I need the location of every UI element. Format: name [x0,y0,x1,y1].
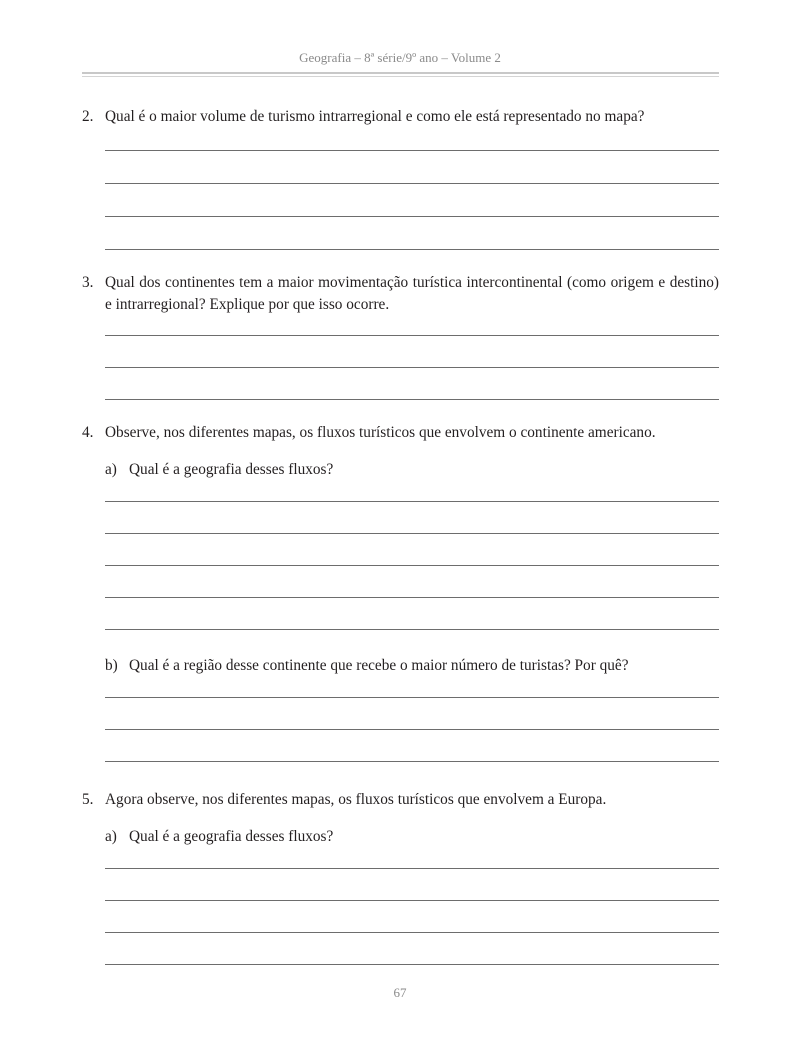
answer-line[interactable] [105,964,719,965]
answer-line[interactable] [105,367,719,368]
question-text: Agora observe, nos diferentes mapas, os fluxos turísticos que envolvem a Europa. [105,791,607,808]
header-rule [82,72,719,74]
answer-line[interactable] [105,216,719,217]
subquestion-letter: a) [105,461,117,478]
question-number: 4. [82,424,94,441]
answer-line[interactable] [105,761,719,762]
answer-line[interactable] [105,533,719,534]
subquestion-text: Qual é a geografia desses fluxos? [129,828,334,845]
answer-line[interactable] [105,697,719,698]
question-number: 2. [82,108,94,125]
answer-line[interactable] [105,399,719,400]
answer-line[interactable] [105,629,719,630]
answer-line[interactable] [105,183,719,184]
subquestion-text: Qual é a região desse continente que recebe o maior número de turistas? Por quê? [129,657,629,674]
header-title: Geografia – 8ª série/9º ano – Volume 2 [299,50,501,65]
answer-line[interactable] [105,868,719,869]
question-4 [82,422,719,444]
answer-line[interactable] [105,597,719,598]
question-number: 5. [82,791,94,808]
subquestion-4b [105,655,719,677]
question-5 [82,789,719,811]
question-text: Qual é o maior volume de turismo intrarregional e como ele está representado no mapa? [105,108,645,125]
header-rule-secondary [82,76,719,77]
subquestion-5a [105,826,719,848]
subquestion-text: Qual é a geografia desses fluxos? [129,461,334,478]
answer-line[interactable] [105,150,719,151]
question-number: 3. [82,274,94,291]
answer-line[interactable] [105,335,719,336]
answer-line[interactable] [105,932,719,933]
question-text: Qual dos continentes tem a maior movimentação turística intercontinental (como origem e destino) e intrarregional? Explique por que isso ocorre. [105,274,719,313]
page-number: 67 [393,985,407,1000]
subquestion-letter: a) [105,828,117,845]
answer-line[interactable] [105,729,719,730]
answer-line[interactable] [105,565,719,566]
question-text: Observe, nos diferentes mapas, os fluxos turísticos que envolvem o continente americano. [105,424,656,441]
answer-line[interactable] [105,501,719,502]
question-3 [82,272,719,316]
answer-line[interactable] [105,249,719,250]
subquestion-4a [105,459,719,481]
subquestion-letter: b) [105,657,118,674]
answer-line[interactable] [105,900,719,901]
question-2 [82,106,719,128]
